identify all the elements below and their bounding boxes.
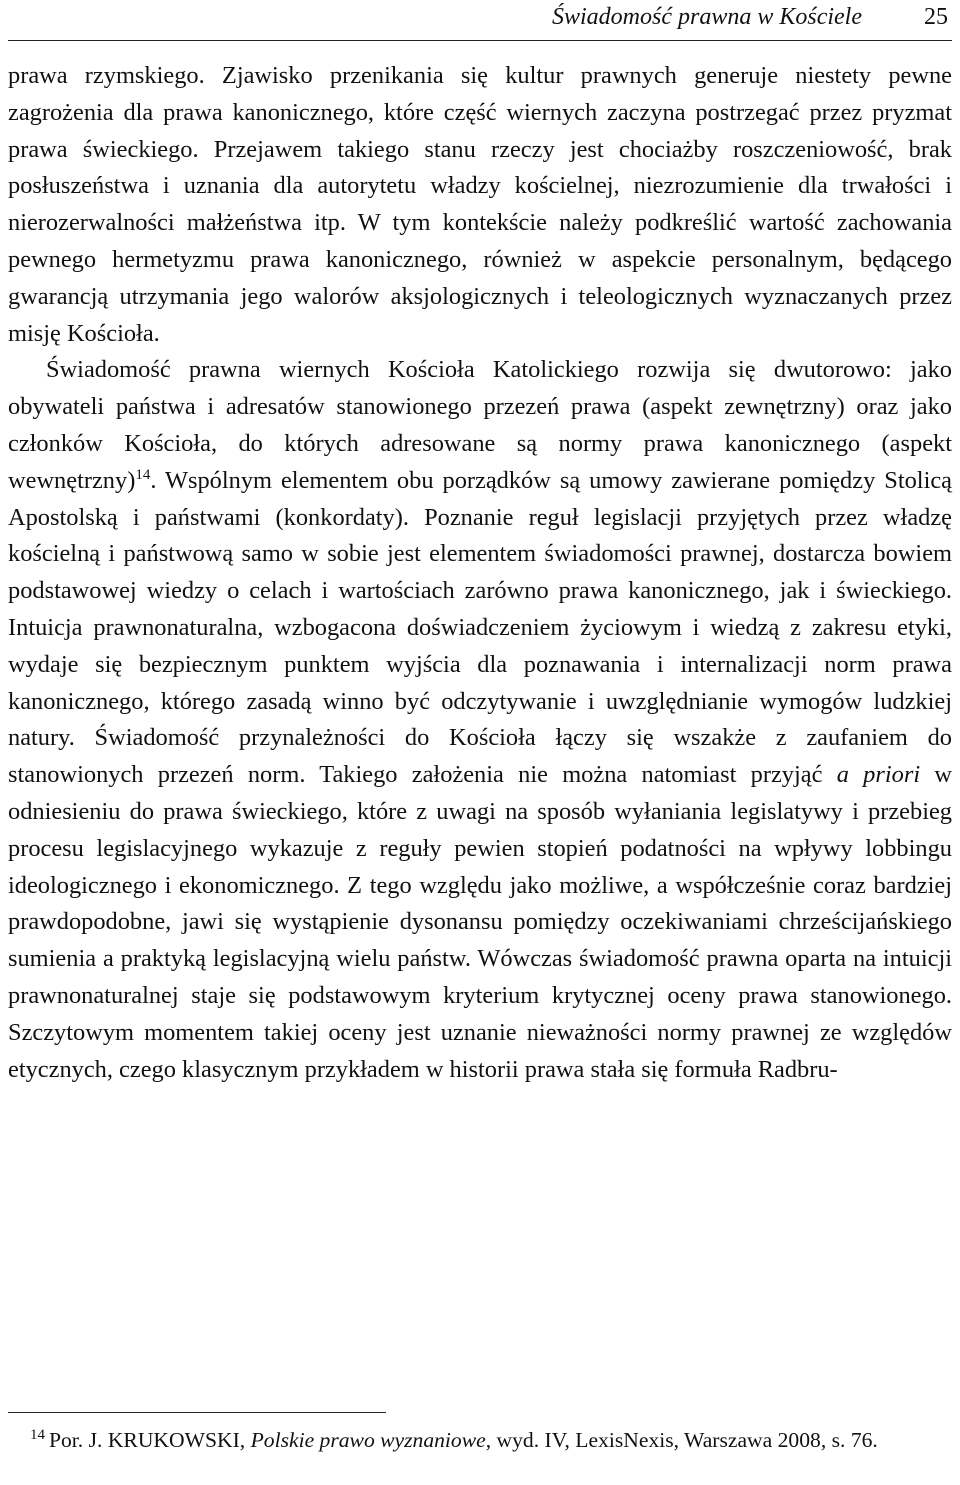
paragraph-2-part-b: . Wspólnym elementem obu porządków są umowy zawierane pomiędzy Stolicą Apostolską i państwami (konkordaty). Poznanie reguł legislacji przyjętych przez władzę kościelną i państwową samo w sobie jest elementem świadomości prawnej, dostarcza bowiem podstawowej wiedzy o celach i wartościach zarówno prawa kanonicznego, jak i świeckiego. Intuicja prawnonaturalna, wzbogacona doświadczeniem życiowym i wiedzą z zakresu etyki, wydaje się bezpiecznym punktem wyjścia dla poznawania i internalizacji norm prawa kanonicznego, którego zasadą winno być odczytywanie i uwzględnianie wymogów ludzkiej natury. Świadomość przynależności do Kościoła łączy się wszakże z zaufaniem do stanowionych przezeń norm. Takiego założenia nie można natomiast przyjąć <box>8 466 952 789</box>
footnote-book-title: Polskie prawo wyznaniowe <box>250 1428 486 1452</box>
page-header <box>8 0 952 41</box>
paragraph-2-part-a: Świadomość prawna wiernych Kościoła Katolickiego rozwija się dwutorowo: jako obywateli państwa i adresatów stanowionego przezeń prawa (aspekt zewnętrzny) oraz jako członków Kościoła, do których adresowane są normy prawa kanonicznego (aspekt wewnętrzny) <box>8 356 952 494</box>
page-number: 25 <box>924 4 948 30</box>
paragraph-2-part-c: w odniesieniu do prawa świeckiego, które z uwagi na sposób wyłaniania legislatywy i przebieg procesu legislacyjnego wykazuje z reguły pewien stopień podatności na wpływy lobbingu ideologicznego i ekonomicznego. Z tego względu jako możliwe, a współcześnie coraz bardziej prawdopodobne, jawi się wystąpienie dysonansu pomiędzy oczekiwaniami chrześcijańskiego sumienia a praktyką legislacyjną wielu państw. Wówczas świadomość prawna oparta na intuicji prawnonaturalnej staje się podstawowym kryterium krytycznej oceny prawa stanowionego. Szczytowym momentem takiej oceny jest uznanie nieważności normy prawnej ze względów etycznych, czego klasycznym przykładem w historii prawa stała się formuła Radbru- <box>8 761 952 1083</box>
italic-phrase: a priori <box>836 761 921 789</box>
paragraph-2 <box>8 352 952 1088</box>
footnote-separator: , <box>239 1428 251 1452</box>
footnote-reference[interactable]: 14 <box>135 466 151 483</box>
footnote-prefix: Por. J. <box>49 1428 108 1452</box>
footnote-divider <box>8 1412 386 1413</box>
footnote-author-initial: K <box>107 1428 124 1452</box>
main-text <box>8 58 952 1088</box>
footnote-author-rest: RUKOWSKI <box>123 1428 240 1452</box>
footnote: 14 Por. J. KRUKOWSKI, Polskie prawo wyznaniowe, wyd. IV, LexisNexis, Warszawa 2008, s. 76. <box>30 1427 878 1452</box>
paragraph-1: prawa rzymskiego. Zjawisko przenikania się kultur prawnych generuje niestety pewne zagrożenia dla prawa kanonicznego, które część wiernych zaczyna postrzegać przez pryzmat prawa świeckiego. Przejawem takiego stanu rzeczy jest chociażby roszczeniowość, brak posłuszeństwa i uznania dla autorytetu władzy kościelnej, niezrozumienie dla trwałości i nierozerwalności małżeństwa itp. W tym kontekście należy podkreślić wartość zachowania pewnego hermetyzmu prawa kanonicznego, również w aspekcie personalnym, będącego gwarancją utrzymania jego walorów aksjologicznych i teleologicznych wyznaczanych przez misję Kościoła. <box>8 62 952 347</box>
running-title: Świadomość prawna w Kościele <box>552 4 862 30</box>
footnote-rest: , wyd. IV, LexisNexis, Warszawa 2008, s. 76. <box>485 1428 878 1452</box>
